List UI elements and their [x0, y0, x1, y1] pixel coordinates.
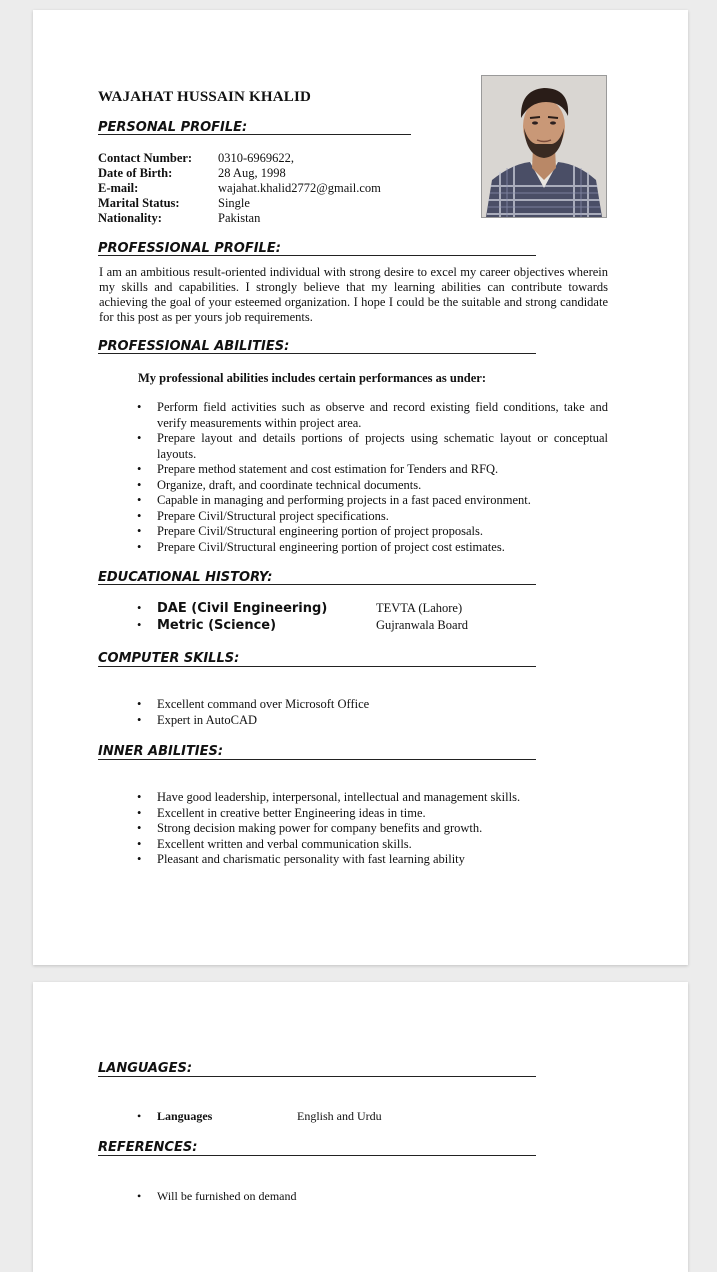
computer-skills-rule [98, 666, 536, 667]
bullet-icon: • [137, 539, 142, 554]
inner-abilities-list [137, 790, 608, 868]
list-item: • Strong decision making power for company benefits and growth. [137, 821, 483, 835]
detail-row-nationality [98, 211, 468, 226]
detail-value: 0310-6969622, [218, 151, 295, 165]
profile-photo [481, 75, 607, 218]
detail-label: Marital Status: [98, 196, 180, 210]
detail-label: Contact Number: [98, 151, 193, 165]
professional-abilities-rule [98, 353, 536, 354]
personal-profile-heading: PERSONAL PROFILE: [98, 120, 248, 135]
list-item: • Excellent written and verbal communication skills. [137, 836, 412, 851]
list-item: • Pleasant and charismatic personality with fast learning ability [137, 852, 465, 866]
bullet-icon: • [137, 1109, 142, 1123]
list-item: • Have good leadership, interpersonal, intellectual and management skills. [137, 790, 521, 804]
languages-label: Languages [157, 1109, 213, 1123]
list-item: • Will be furnished on demand [137, 1189, 297, 1203]
list-item: • Expert in AutoCAD [137, 712, 257, 727]
bullet-icon: • [137, 836, 142, 851]
detail-row-email [98, 181, 468, 196]
bullet-icon: • [137, 618, 142, 632]
resume-page-2 [33, 982, 688, 1272]
list-item: • Prepare layout and details portions of projects using schematic layout or conceptual layouts. [137, 431, 608, 461]
bullet-icon: • [137, 805, 142, 820]
bullet-icon: • [137, 493, 142, 507]
bullet-icon: • [137, 1189, 142, 1203]
bullet-icon: • [137, 697, 142, 711]
languages-value: English and Urdu [297, 1109, 382, 1123]
bullet-icon: • [137, 601, 142, 615]
bullet-icon: • [137, 462, 142, 476]
inner-abilities-heading: INNER ABILITIES: [98, 744, 224, 759]
detail-label: Nationality: [98, 211, 162, 225]
professional-profile-heading: PROFESSIONAL PROFILE: [98, 241, 281, 256]
computer-skills-heading: COMPUTER SKILLS: [98, 651, 240, 666]
bullet-icon: • [137, 712, 142, 727]
detail-value: Single [218, 196, 250, 210]
detail-row-contact [98, 151, 468, 166]
personal-details [98, 151, 468, 226]
bullet-icon: • [137, 790, 142, 804]
educational-history-heading: EDUCATIONAL HISTORY: [98, 570, 273, 585]
resume-page-1 [33, 10, 688, 965]
detail-row-marital [98, 196, 468, 211]
education-row [137, 601, 537, 618]
languages-row [137, 1109, 537, 1125]
professional-profile-text: I am an ambitious result-oriented individual with strong desire to excel my career objectives wherein my skills and capabilities. I strongly believe that my learning abilities can contribute towards achieving the goal of your esteemed organization. I hope I could be the suitable and strong candidate for this post as per yours job requirements. [99, 265, 608, 324]
bullet-icon: • [137, 431, 142, 445]
detail-value: wajahat.khalid2772@gmail.com [218, 181, 381, 195]
computer-skills-list [137, 697, 608, 728]
education-list [137, 601, 537, 635]
references-rule [98, 1155, 536, 1156]
bullet-icon: • [137, 821, 142, 835]
education-institution: Gujranwala Board [376, 618, 468, 632]
bullet-icon: • [137, 524, 142, 538]
list-item: • Excellent command over Microsoft Office [137, 697, 370, 711]
references-list [137, 1189, 537, 1205]
languages-heading: LANGUAGES: [98, 1061, 193, 1076]
education-row [137, 618, 537, 635]
bullet-icon: • [137, 508, 142, 523]
detail-label: E-mail: [98, 181, 139, 195]
professional-profile-rule [98, 255, 536, 256]
inner-abilities-rule [98, 759, 536, 760]
candidate-name: WAJAHAT HUSSAIN KHALID [98, 89, 312, 105]
list-item: • Prepare Civil/Structural project specifications. [137, 508, 389, 523]
list-item: • Capable in managing and performing projects in a fast paced environment. [137, 493, 531, 507]
bullet-icon: • [137, 477, 142, 492]
education-degree: Metric (Science) [157, 618, 277, 633]
detail-value: 28 Aug, 1998 [218, 166, 286, 180]
list-item: • Prepare Civil/Structural engineering portion of project proposals. [137, 524, 483, 538]
abilities-intro: My professional abilities includes certain performances as under: [138, 371, 487, 385]
educational-history-rule [98, 584, 536, 585]
references-heading: REFERENCES: [98, 1140, 198, 1155]
education-institution: TEVTA (Lahore) [376, 601, 463, 615]
abilities-list [137, 400, 608, 555]
professional-abilities-heading: PROFESSIONAL ABILITIES: [98, 339, 290, 354]
detail-value: Pakistan [218, 211, 261, 225]
personal-profile-rule [98, 134, 411, 135]
list-item: • Prepare Civil/Structural engineering portion of project cost estimates. [137, 539, 505, 554]
list-item: • Excellent in creative better Engineering ideas in time. [137, 805, 426, 820]
list-item: • Perform field activities such as observe and record existing field conditions, take and verify measurements within project area. [137, 400, 608, 430]
education-degree: DAE (Civil Engineering) [157, 601, 328, 616]
languages-rule [98, 1076, 536, 1077]
detail-label: Date of Birth: [98, 166, 173, 180]
list-item: • Prepare method statement and cost estimation for Tenders and RFQ. [137, 462, 499, 476]
bullet-icon: • [137, 852, 142, 866]
list-item: • Organize, draft, and coordinate technical documents. [137, 477, 422, 492]
bullet-icon: • [137, 400, 142, 414]
portrait-image [482, 76, 606, 217]
detail-row-dob [98, 166, 468, 181]
